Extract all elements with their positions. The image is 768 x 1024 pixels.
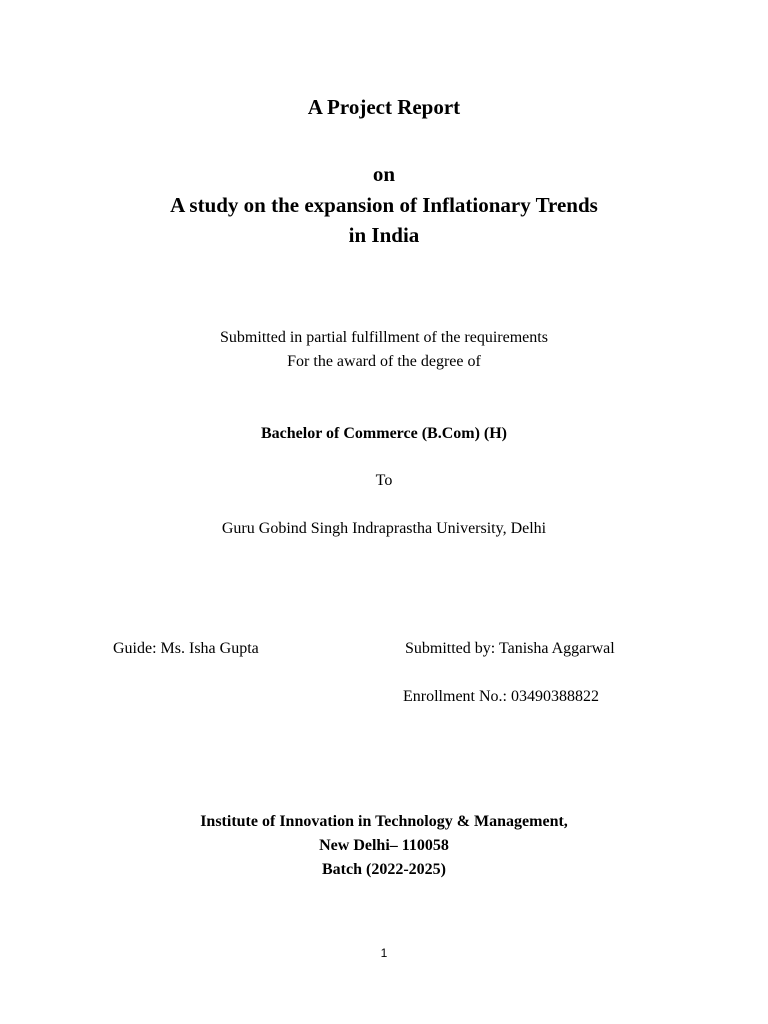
report-topic-line2: in India bbox=[348, 223, 420, 247]
report-heading: A Project Report bbox=[307, 95, 461, 119]
university-name: Guru Gobind Singh Indraprastha University, Delhi bbox=[221, 520, 547, 537]
report-topic-line1: A study on the expansion of Inflationary Trends bbox=[170, 193, 598, 217]
institute-name: Institute of Innovation in Technology & Management, bbox=[200, 813, 568, 830]
enrollment-number: Enrollment No.: 03490388822 bbox=[403, 688, 599, 705]
report-on-label: on bbox=[372, 162, 396, 186]
guide-name: Guide: Ms. Isha Gupta bbox=[113, 640, 259, 657]
to-label: To bbox=[375, 472, 393, 489]
degree-name: Bachelor of Commerce (B.Com) (H) bbox=[261, 425, 507, 442]
batch-years: Batch (2022-2025) bbox=[322, 861, 446, 878]
submitted-by: Submitted by: Tanisha Aggarwal bbox=[405, 640, 615, 657]
submission-line1: Submitted in partial fulfillment of the requirements bbox=[220, 329, 548, 346]
submission-line2: For the award of the degree of bbox=[287, 353, 481, 370]
institute-location: New Delhi– 110058 bbox=[319, 837, 449, 854]
page-number: 1 bbox=[380, 946, 388, 960]
